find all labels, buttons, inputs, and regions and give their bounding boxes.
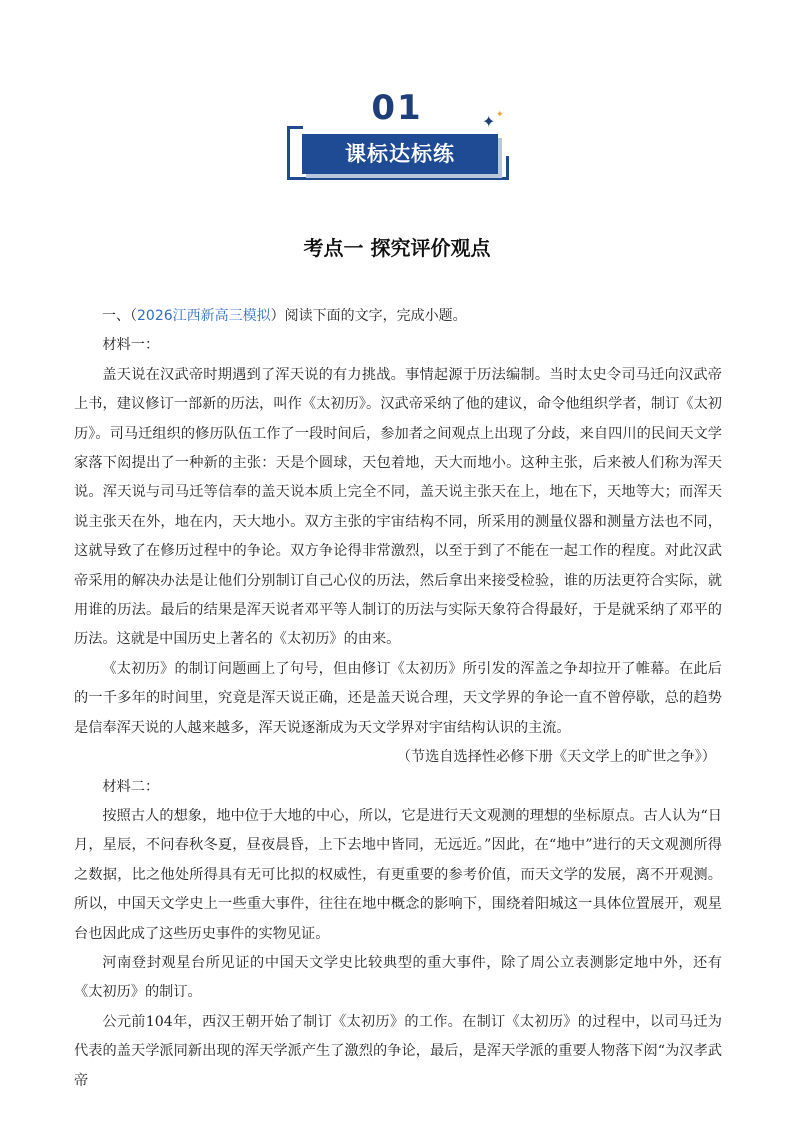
- question-prefix: 一、（: [102, 308, 137, 324]
- citation: （节选自选择性必修下册《天文学上的旷世之争》）: [396, 749, 716, 766]
- question-source: 2026江西新高三模拟: [137, 308, 271, 324]
- paragraph: 《太初历》的制订问题画上了句号，但由修订《太初历》所引发的浑盖之争却拉开了帷幕。在此后的一千多年的时间里，究竟是浑天说正确，还是盖天说合理，天文学界的争论一直不曾停歇，总的趋势是信奉浑天说的人越来越多，浑天说逐渐成为天文学界对宇宙结构认识的主流。: [74, 660, 722, 736]
- section-number: 01: [371, 88, 423, 128]
- sparkle-star-icon: ✦: [482, 112, 496, 131]
- paragraph: 河南登封观星台所见证的中国天文学史比较典型的重大事件，除了周公立表测影定地中外，还有《太初历》的制订。: [74, 954, 722, 1001]
- small-star-icon: ✦: [496, 110, 504, 120]
- section-badge: [0, 0, 794, 200]
- paragraph: 盖天说在汉武帝时期遇到了浑天说的有力挑战。事情起源于历法编制。当时太史令司马迁向汉武帝上书，建议修订一部新的历法，叫作《太初历》。汉武帝采纳了他的建议，命令他组织学者，制订《太初历》。司马迁组织的修历队伍工作了一段时间后，参加者之间观点上出现了分歧，来自四川的民间天文学家落下闳提出了一种新的主张：天是个圆球，天包着地，天大而地小。这种主张，后来被人们称为浑天说。浑天说与司马迁等信奉的盖天说本质上完全不同，盖天说主张天在上，地在下，天地等大；而浑天说主张天在外，地在内，天大地小。双方主张的宇宙结构不同，所采用的测量仪器和测量方法也不同，这就导致了在修历过程中的争论。双方争论得非常激烈，以至于到了不能在一起工作的程度。对此汉武帝采用的解决办法是让他们分别制订自己心仪的历法，然后拿出来接受检验，谁的历法更符合实际，就用谁的历法。最后的结果是浑天说者邓平等人制订的历法与实际天象符合得最好，于是就采纳了邓平的历法。这就是中国历史上著名的《太初历》的由来。: [74, 366, 722, 648]
- paragraph: 按照古人的想象，地中位于大地的中心，所以，它是进行天文观测的理想的坐标原点。古人认为“日月，星辰，不问春秋冬夏，昼夜晨昏，上下去地中皆同，无远近。”因此，在“地中”进行的天文观测所得之数据，比之他处所得具有无可比拟的权威性，有更重要的参考价值，而天文学的发展，离不开观测。所以，中国天文学史上一些重大事件，往往在地中概念的影响下，围绕着阳城这一具体位置展开，观星台也因此成了这些历史事件的实物见证。: [74, 807, 722, 942]
- paragraph: 公元前104年，西汉王朝开始了制订《太初历》的工作。在制订《太初历》的过程中，以司马迁为代表的盖天学派同新出现的浑天学派产生了激烈的争论，最后，是浑天学派的重要人物落下闳“为汉孝武帝: [74, 1013, 722, 1089]
- reading-passage: [74, 302, 722, 1096]
- topic-heading: 考点一 探究评价观点: [303, 236, 491, 260]
- question-title: [74, 302, 722, 331]
- badge-title-box: [302, 134, 498, 174]
- question-instruction: ）阅读下面的文字，完成小题。: [270, 308, 467, 324]
- material-label: 材料二：: [102, 778, 160, 795]
- material-label: 材料一：: [102, 337, 160, 354]
- badge-title: 课标达标练: [345, 142, 455, 166]
